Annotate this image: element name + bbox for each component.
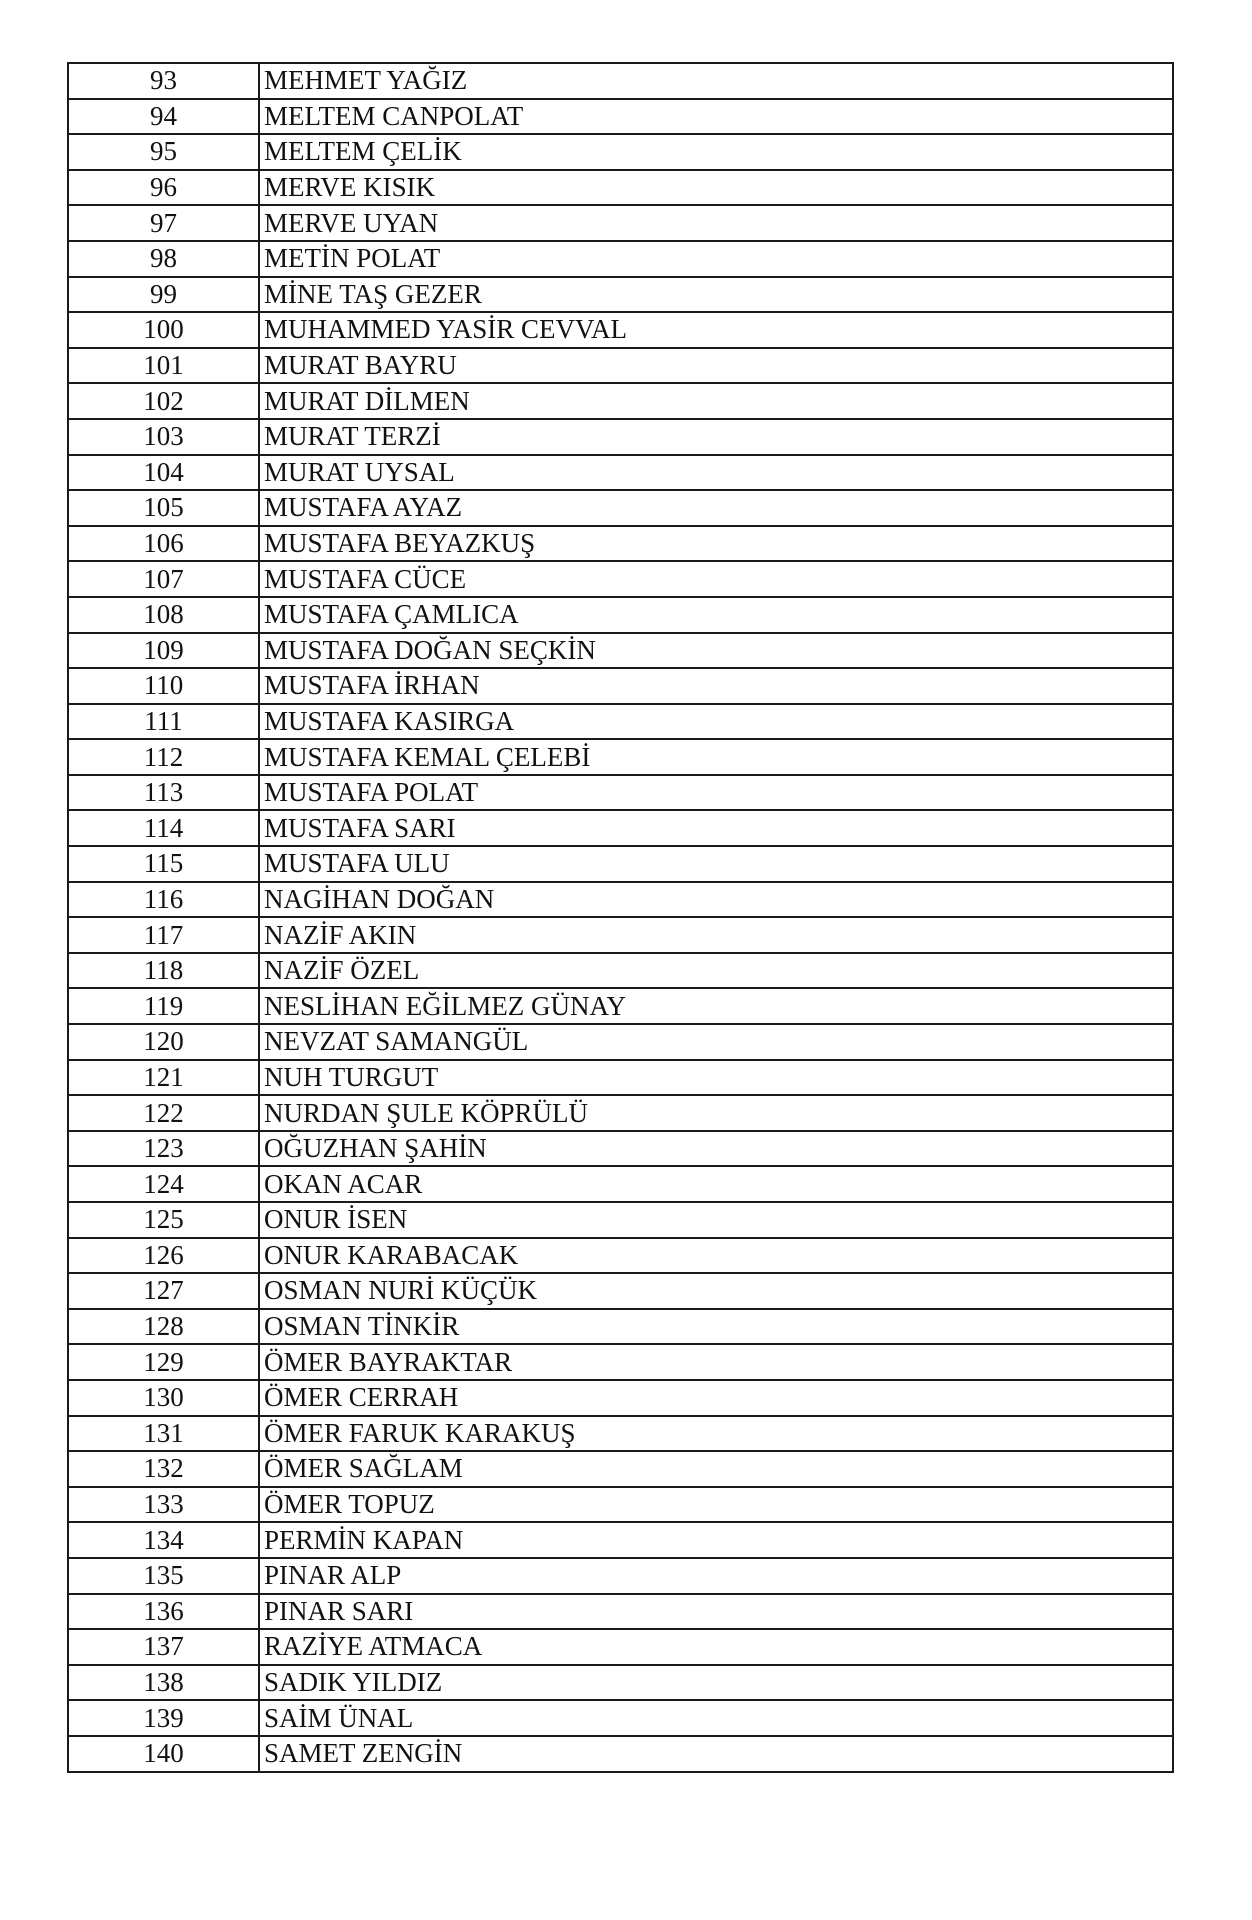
table-row xyxy=(68,561,1173,597)
row-number-cell: 138 xyxy=(68,1665,259,1701)
person-name-cell: SAMET ZENGİN xyxy=(259,1736,1173,1772)
row-number-cell: 101 xyxy=(68,348,259,384)
row-number-cell: 116 xyxy=(68,882,259,918)
row-number-cell: 93 xyxy=(68,63,259,99)
row-number-cell: 117 xyxy=(68,917,259,953)
table-row xyxy=(68,1166,1173,1202)
person-name-cell: ÖMER SAĞLAM xyxy=(259,1451,1173,1487)
table-row xyxy=(68,1416,1173,1452)
table-row xyxy=(68,490,1173,526)
row-number-cell: 106 xyxy=(68,526,259,562)
person-name-cell: MUSTAFA POLAT xyxy=(259,775,1173,811)
person-name-cell: MUSTAFA CÜCE xyxy=(259,561,1173,597)
table-row xyxy=(68,882,1173,918)
table-row xyxy=(68,704,1173,740)
table-row xyxy=(68,988,1173,1024)
row-number-cell: 134 xyxy=(68,1522,259,1558)
row-number-cell: 96 xyxy=(68,170,259,206)
row-number-cell: 121 xyxy=(68,1060,259,1096)
person-name-cell: ÖMER FARUK KARAKUŞ xyxy=(259,1416,1173,1452)
table-row xyxy=(68,1700,1173,1736)
table-row xyxy=(68,1202,1173,1238)
person-name-cell: NAZİF AKIN xyxy=(259,917,1173,953)
row-number-cell: 140 xyxy=(68,1736,259,1772)
person-name-cell: MUSTAFA ÇAMLICA xyxy=(259,597,1173,633)
person-name-cell: MURAT DİLMEN xyxy=(259,383,1173,419)
row-number-cell: 112 xyxy=(68,739,259,775)
row-number-cell: 98 xyxy=(68,241,259,277)
row-number-cell: 132 xyxy=(68,1451,259,1487)
row-number-cell: 133 xyxy=(68,1487,259,1523)
row-number-cell: 129 xyxy=(68,1344,259,1380)
table-row xyxy=(68,846,1173,882)
row-number-cell: 109 xyxy=(68,633,259,669)
person-name-cell: MERVE KISIK xyxy=(259,170,1173,206)
row-number-cell: 122 xyxy=(68,1095,259,1131)
table-row xyxy=(68,775,1173,811)
row-number-cell: 113 xyxy=(68,775,259,811)
table-row xyxy=(68,1095,1173,1131)
table-row xyxy=(68,668,1173,704)
person-name-cell: MUSTAFA BEYAZKUŞ xyxy=(259,526,1173,562)
person-name-cell: OSMAN TİNKİR xyxy=(259,1309,1173,1345)
person-name-cell: NURDAN ŞULE KÖPRÜLÜ xyxy=(259,1095,1173,1131)
person-name-cell: SAİM ÜNAL xyxy=(259,1700,1173,1736)
row-number-cell: 139 xyxy=(68,1700,259,1736)
row-number-cell: 136 xyxy=(68,1594,259,1630)
person-name-cell: OĞUZHAN ŞAHİN xyxy=(259,1131,1173,1167)
person-name-cell: MERVE UYAN xyxy=(259,205,1173,241)
table-row xyxy=(68,597,1173,633)
person-name-cell: NAZİF ÖZEL xyxy=(259,953,1173,989)
person-name-cell: MUSTAFA İRHAN xyxy=(259,668,1173,704)
person-name-cell: MURAT UYSAL xyxy=(259,455,1173,491)
person-name-cell: MURAT TERZİ xyxy=(259,419,1173,455)
person-name-cell: OKAN ACAR xyxy=(259,1166,1173,1202)
table-row xyxy=(68,1380,1173,1416)
table-row xyxy=(68,953,1173,989)
row-number-cell: 118 xyxy=(68,953,259,989)
person-name-cell: ÖMER CERRAH xyxy=(259,1380,1173,1416)
person-name-cell: MUSTAFA KEMAL ÇELEBİ xyxy=(259,739,1173,775)
person-name-cell: ONUR İSEN xyxy=(259,1202,1173,1238)
table-row xyxy=(68,1594,1173,1630)
table-row xyxy=(68,170,1173,206)
person-name-cell: PINAR ALP xyxy=(259,1558,1173,1594)
row-number-cell: 95 xyxy=(68,134,259,170)
person-name-cell: MELTEM ÇELİK xyxy=(259,134,1173,170)
table-row xyxy=(68,1131,1173,1167)
row-number-cell: 100 xyxy=(68,312,259,348)
name-list-table xyxy=(67,62,1174,1773)
table-row xyxy=(68,134,1173,170)
table-row xyxy=(68,1024,1173,1060)
person-name-cell: PERMİN KAPAN xyxy=(259,1522,1173,1558)
table-row xyxy=(68,63,1173,99)
person-name-cell: SADIK YILDIZ xyxy=(259,1665,1173,1701)
table-row xyxy=(68,312,1173,348)
person-name-cell: MUSTAFA ULU xyxy=(259,846,1173,882)
row-number-cell: 128 xyxy=(68,1309,259,1345)
table-row xyxy=(68,99,1173,135)
row-number-cell: 125 xyxy=(68,1202,259,1238)
row-number-cell: 131 xyxy=(68,1416,259,1452)
table-row xyxy=(68,1736,1173,1772)
table-row xyxy=(68,419,1173,455)
table-row xyxy=(68,1665,1173,1701)
table-row xyxy=(68,1558,1173,1594)
person-name-cell: MELTEM CANPOLAT xyxy=(259,99,1173,135)
table-row xyxy=(68,1344,1173,1380)
row-number-cell: 102 xyxy=(68,383,259,419)
row-number-cell: 115 xyxy=(68,846,259,882)
table-row xyxy=(68,739,1173,775)
person-name-cell: ÖMER TOPUZ xyxy=(259,1487,1173,1523)
person-name-cell: NESLİHAN EĞİLMEZ GÜNAY xyxy=(259,988,1173,1024)
table-row xyxy=(68,383,1173,419)
person-name-cell: OSMAN NURİ KÜÇÜK xyxy=(259,1273,1173,1309)
row-number-cell: 120 xyxy=(68,1024,259,1060)
person-name-cell: NUH TURGUT xyxy=(259,1060,1173,1096)
row-number-cell: 107 xyxy=(68,561,259,597)
row-number-cell: 111 xyxy=(68,704,259,740)
row-number-cell: 135 xyxy=(68,1558,259,1594)
person-name-cell: MUSTAFA KASIRGA xyxy=(259,704,1173,740)
table-row xyxy=(68,1487,1173,1523)
person-name-cell: MUSTAFA AYAZ xyxy=(259,490,1173,526)
row-number-cell: 127 xyxy=(68,1273,259,1309)
row-number-cell: 97 xyxy=(68,205,259,241)
row-number-cell: 104 xyxy=(68,455,259,491)
table-row xyxy=(68,1309,1173,1345)
table-row xyxy=(68,455,1173,491)
row-number-cell: 124 xyxy=(68,1166,259,1202)
row-number-cell: 105 xyxy=(68,490,259,526)
row-number-cell: 103 xyxy=(68,419,259,455)
table-row xyxy=(68,810,1173,846)
row-number-cell: 137 xyxy=(68,1629,259,1665)
table-body xyxy=(68,63,1173,1772)
person-name-cell: MURAT BAYRU xyxy=(259,348,1173,384)
table-row xyxy=(68,917,1173,953)
table-row xyxy=(68,1238,1173,1274)
person-name-cell: ÖMER BAYRAKTAR xyxy=(259,1344,1173,1380)
row-number-cell: 110 xyxy=(68,668,259,704)
person-name-cell: MUHAMMED YASİR CEVVAL xyxy=(259,312,1173,348)
table-row xyxy=(68,1060,1173,1096)
table-row xyxy=(68,1522,1173,1558)
row-number-cell: 130 xyxy=(68,1380,259,1416)
person-name-cell: ONUR KARABACAK xyxy=(259,1238,1173,1274)
person-name-cell: MUSTAFA SARI xyxy=(259,810,1173,846)
person-name-cell: METİN POLAT xyxy=(259,241,1173,277)
row-number-cell: 126 xyxy=(68,1238,259,1274)
row-number-cell: 114 xyxy=(68,810,259,846)
row-number-cell: 94 xyxy=(68,99,259,135)
table-row xyxy=(68,277,1173,313)
table-row xyxy=(68,205,1173,241)
person-name-cell: MUSTAFA DOĞAN SEÇKİN xyxy=(259,633,1173,669)
table-row xyxy=(68,348,1173,384)
table-row xyxy=(68,1629,1173,1665)
person-name-cell: NEVZAT SAMANGÜL xyxy=(259,1024,1173,1060)
person-name-cell: NAGİHAN DOĞAN xyxy=(259,882,1173,918)
person-name-cell: PINAR SARI xyxy=(259,1594,1173,1630)
table-row xyxy=(68,526,1173,562)
row-number-cell: 123 xyxy=(68,1131,259,1167)
row-number-cell: 99 xyxy=(68,277,259,313)
row-number-cell: 108 xyxy=(68,597,259,633)
person-name-cell: MEHMET YAĞIZ xyxy=(259,63,1173,99)
table-row xyxy=(68,241,1173,277)
table-row xyxy=(68,633,1173,669)
person-name-cell: RAZİYE ATMACA xyxy=(259,1629,1173,1665)
table-row xyxy=(68,1451,1173,1487)
row-number-cell: 119 xyxy=(68,988,259,1024)
person-name-cell: MİNE TAŞ GEZER xyxy=(259,277,1173,313)
table-row xyxy=(68,1273,1173,1309)
